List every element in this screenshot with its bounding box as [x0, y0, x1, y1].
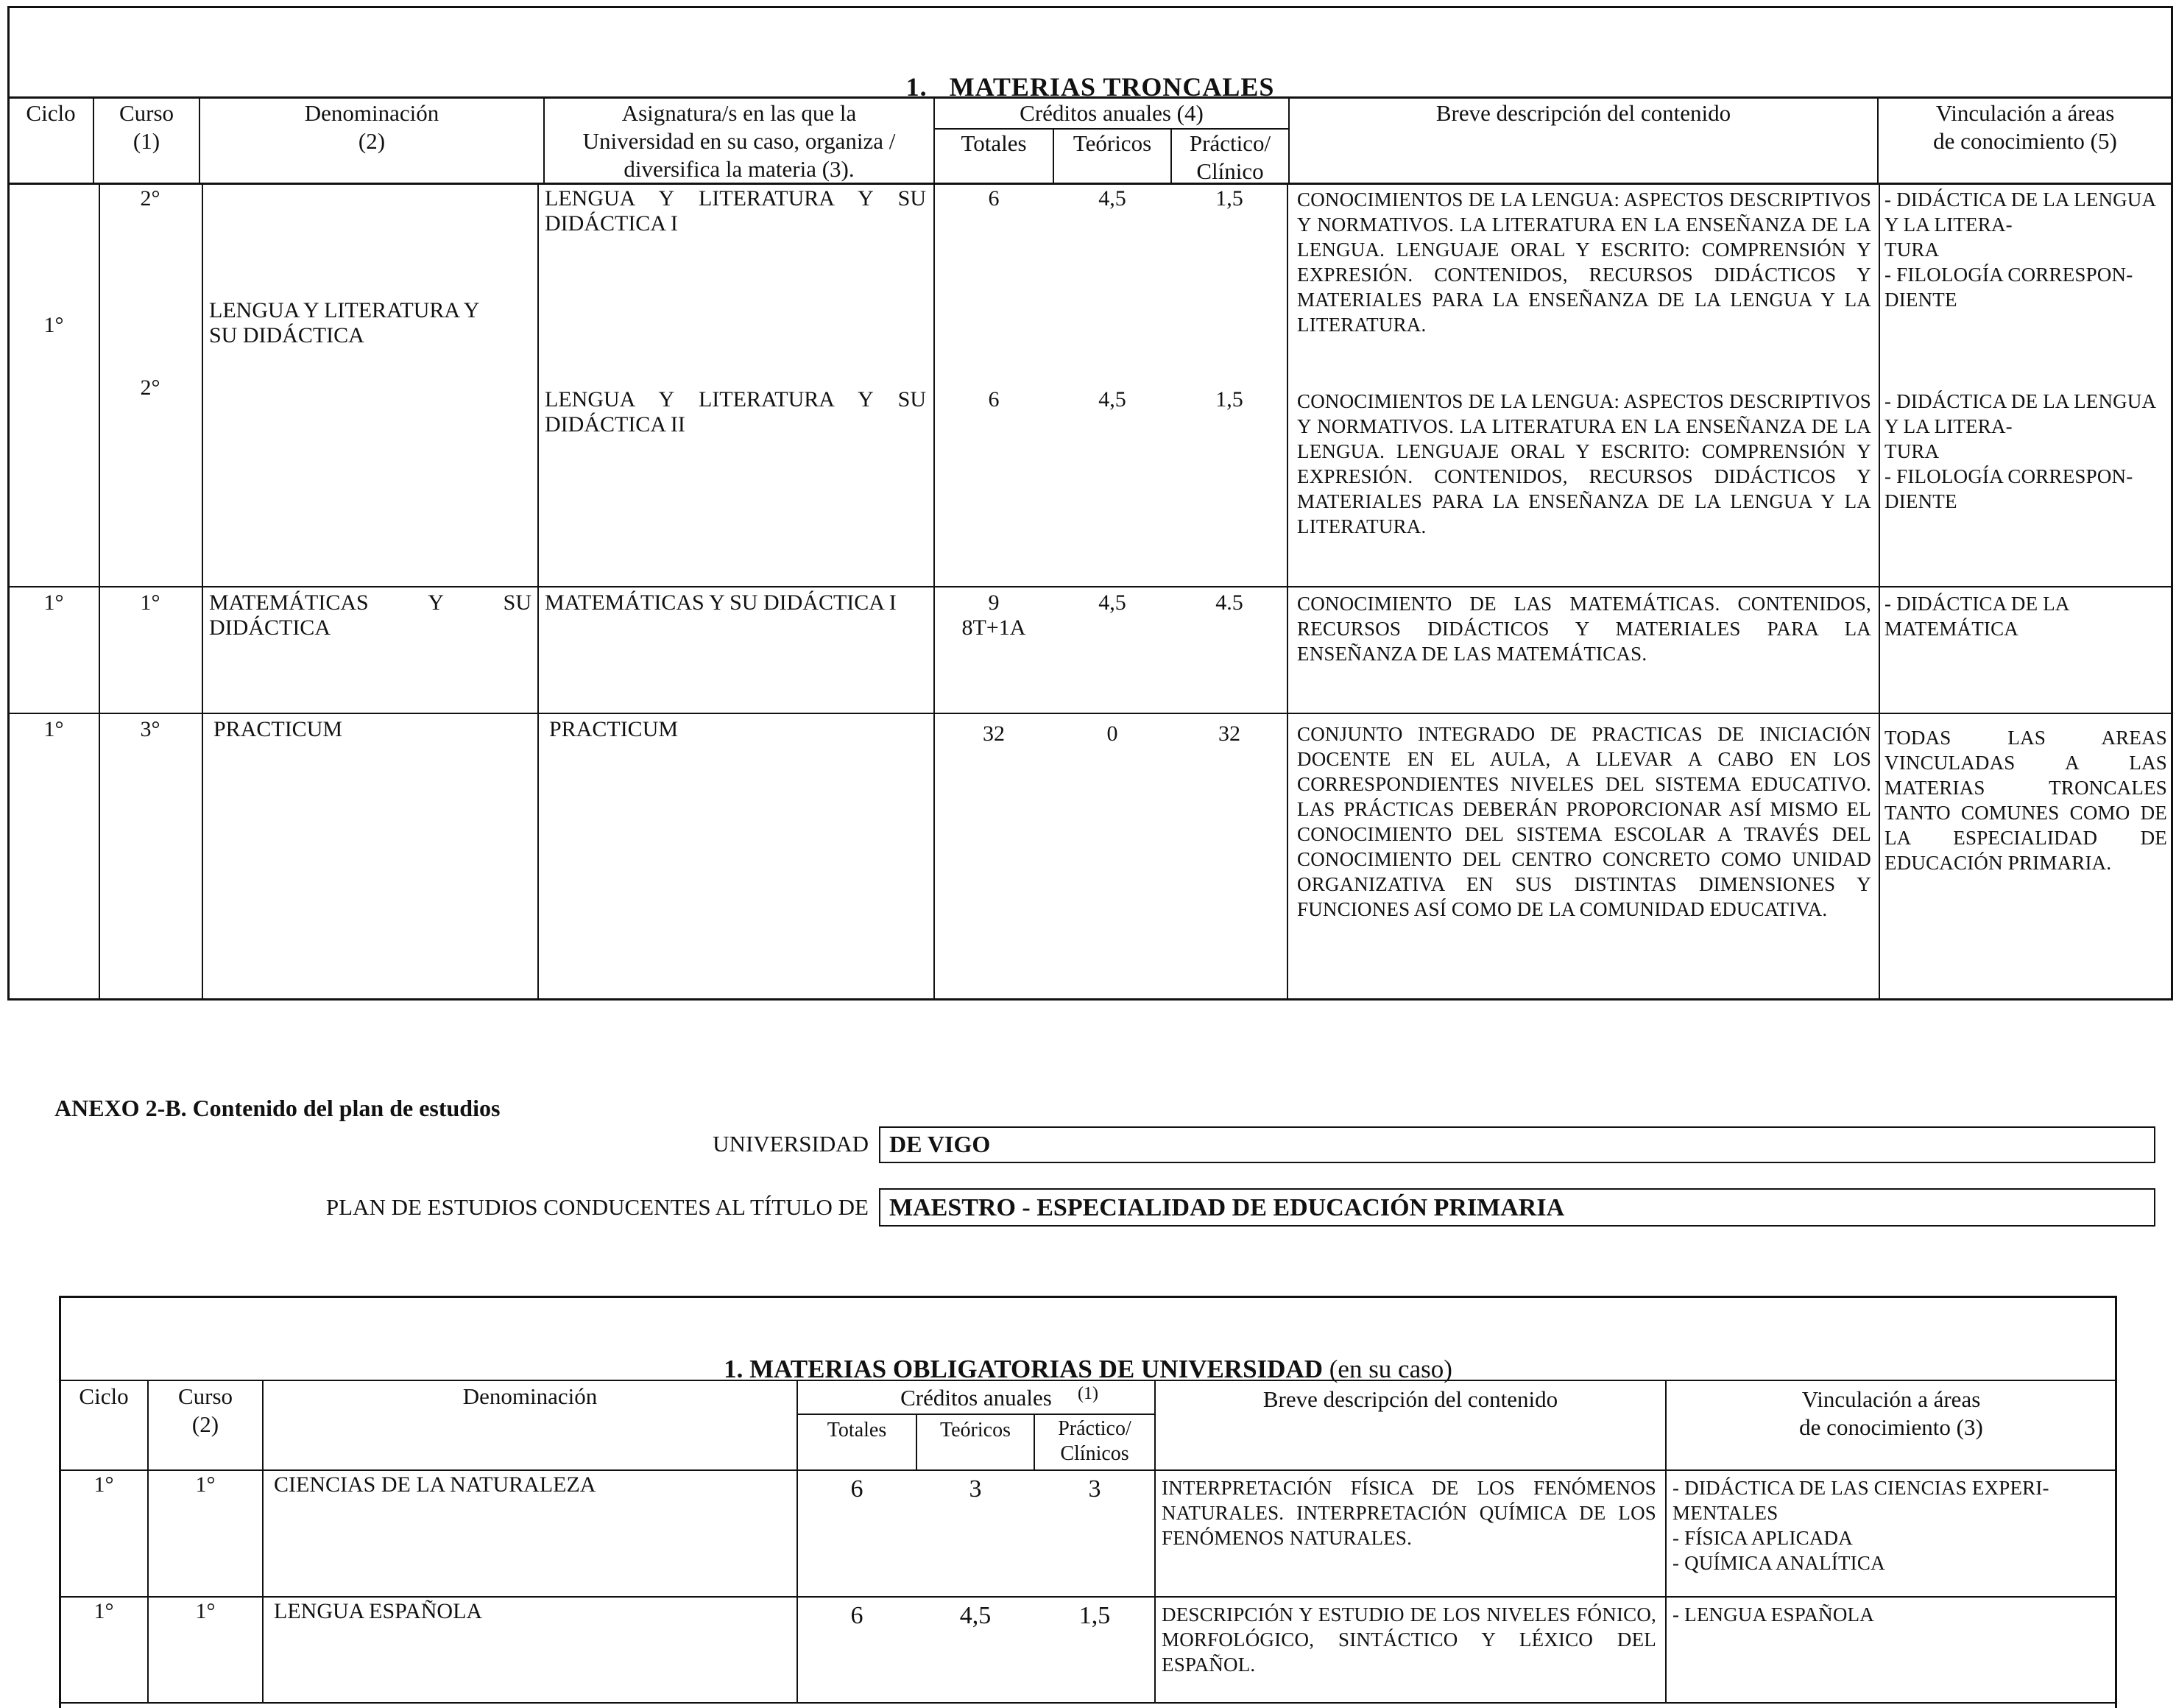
- row1-curso: 2°: [140, 186, 160, 211]
- row1-teoricos: 4,5: [1098, 186, 1126, 211]
- b-row1-totales: 6: [850, 1475, 863, 1503]
- row4-denominacion: PRACTICUM: [213, 717, 343, 741]
- row4-vinculacion: TODAS LAS AREAS VINCULADAS A LAS MATERIAS TRONCALES TANTO COMUNES COMO DE LA ESPECIALIDAD DE EDUCACIÓN PRIMARIA.: [1884, 727, 2167, 874]
- b-header-vinculacion: Vinculación a áreas de conocimiento (3): [1799, 1386, 1983, 1440]
- b-header-practico: Práctico/ Clínicos: [1058, 1417, 1131, 1465]
- b-header-ciclo: Ciclo: [79, 1383, 129, 1409]
- row1-breve: CONOCIMIENTOS DE LA LENGUA: ASPECTOS DESCRIPTIVOS Y NORMATIVOS. LA LITERATURA EN LA ENSEÑANZA DE LA LENGUA. LENGUAJE ORAL Y ESCRITO: COMPRENSIÓN Y EXPRESIÓN. CONTENIDOS, RECURSOS DIDÁCTICOS Y MATERIALES PARA LA ENSEÑANZA DE LA LENGUA Y LA LITERATURA.: [1297, 188, 1871, 336]
- header-curso: Curso (1): [119, 100, 174, 154]
- row1-vinculacion: - DIDÁCTICA DE LA LENGUA Y LA LITERA- TURA - FILOLOGÍA CORRESPON- DIENTE: [1884, 188, 2155, 311]
- universidad-label: UNIVERSIDAD: [713, 1131, 869, 1157]
- b-row1-teoricos: 3: [969, 1475, 982, 1503]
- b-row2-ciclo: 1°: [93, 1599, 114, 1623]
- b-header-teoricos: Teóricos: [939, 1419, 1011, 1441]
- header-creditos: Créditos anuales (4): [1020, 100, 1204, 126]
- row3-breve: CONOCIMIENTO DE LAS MATEMÁTICAS. CONTENIDOS, RECURSOS DIDÁCTICOS Y MATERIALES PARA LA ENSEÑANZA DE LAS MATEMÁTICAS.: [1297, 593, 1871, 665]
- row4-curso: 3°: [140, 717, 160, 741]
- row1-denominacion: LENGUA Y LITERATURA Y SU DIDÁCTICA: [209, 298, 480, 347]
- b-row2-practico: 1,5: [1078, 1602, 1111, 1629]
- b-row2-totales: 6: [850, 1602, 863, 1629]
- b-header-breve: Breve descripción del contenido: [1262, 1386, 1558, 1412]
- b-row1-practico: 3: [1088, 1475, 1101, 1503]
- row3-denominacion: MATEMÁTICAS Y SU DIDÁCTICA: [209, 590, 531, 640]
- header-ciclo: Ciclo: [26, 100, 76, 126]
- plan-label: PLAN DE ESTUDIOS CONDUCENTES AL TÍTULO DE: [325, 1194, 869, 1220]
- row2-totales: 6: [988, 387, 1000, 412]
- header-totales: Totales: [961, 130, 1027, 156]
- plan-value: MAESTRO - ESPECIALIDAD DE EDUCACIÓN PRIMARIA: [889, 1194, 1565, 1221]
- obligatorias-title-suffix: (en su caso): [1323, 1355, 1452, 1383]
- b-row2-curso: 1°: [195, 1599, 216, 1623]
- row2-asignatura: LENGUA Y LITERATURA Y SU DIDÁCTICA II: [545, 387, 926, 437]
- header-asignatura: Asignatura/s en las que la Universidad en su caso, organiza / diversifica la materia (3).: [582, 100, 896, 182]
- row1-ciclo: 1°: [43, 313, 64, 337]
- universidad-field: [879, 1126, 2155, 1163]
- header-practico: Práctico/ Clínico: [1189, 130, 1271, 184]
- row4-totales: 32: [983, 721, 1005, 746]
- row4-breve: CONJUNTO INTEGRADO DE PRACTICAS DE INICIACIÓN DOCENTE EN EL AULA, A LLEVAR A CABO EN LOS CORRESPONDIENTES NIVELES DEL SISTEMA EDUCATIVO. LAS PRÁCTICAS DEBERÁN PROPORCIONAR ASÍ MISMO EL CONOCIMIENTO DEL SISTEMA ESCOLAR A TRAVÉS DEL CONOCIMIENTO DEL CENTRO CONCRETO COMO UNIDAD ORGANIZATIVA EN SUS DISTINTAS DIMENSIONES Y FUNCIONES ASÍ COMO DE LA COMUNIDAD EDUCATIVA.: [1297, 723, 1871, 920]
- header-breve: Breve descripción del contenido: [1435, 100, 1731, 126]
- row4-practico: 32: [1218, 721, 1240, 746]
- b-row1-denominacion: CIENCIAS DE LA NATURALEZA: [274, 1472, 596, 1497]
- row3-totales: 9 8T+1A: [961, 590, 1026, 640]
- row3-vinculacion: - DIDÁCTICA DE LA MATEMÁTICA: [1884, 593, 2069, 640]
- row3-asignatura: MATEMÁTICAS Y SU DIDÁCTICA I: [545, 590, 897, 615]
- b-header-denominacion: Denominación: [462, 1383, 598, 1409]
- b-header-totales: Totales: [827, 1419, 887, 1441]
- header-denominacion: Denominación (2): [304, 100, 439, 154]
- header-teoricos: Teóricos: [1073, 130, 1152, 156]
- row3-practico: 4.5: [1215, 590, 1243, 615]
- troncales-title-text: MATERIAS TRONCALES: [949, 72, 1275, 102]
- row2-curso: 2°: [140, 375, 160, 400]
- row4-asignatura: PRACTICUM: [549, 717, 679, 741]
- row3-curso: 1°: [140, 590, 160, 615]
- b-row1-vinculacion: - DIDÁCTICA DE LAS CIENCIAS EXPERI- MENTALES - FÍSICA APLICADA - QUÍMICA ANALÍTICA: [1672, 1477, 2049, 1574]
- row4-teoricos: 0: [1106, 721, 1118, 746]
- row1-practico: 1,5: [1215, 186, 1243, 211]
- obligatorias-title-sup: (1): [1078, 1384, 1098, 1403]
- b-row2-vinculacion: - LENGUA ESPAÑOLA: [1672, 1603, 1874, 1626]
- row1-asignatura: LENGUA Y LITERATURA Y SU DIDÁCTICA I: [545, 186, 926, 236]
- b-row1-ciclo: 1°: [93, 1472, 114, 1497]
- row4-ciclo: 1°: [43, 717, 64, 741]
- b-row2-breve: DESCRIPCIÓN Y ESTUDIO DE LOS NIVELES FÓNICO, MORFOLÓGICO, SINTÁCTICO Y LÉXICO DEL ESPAÑOL.: [1162, 1603, 1656, 1676]
- troncales-title: [7, 40, 2173, 102]
- row3-ciclo: 1°: [43, 590, 64, 615]
- row2-teoricos: 4,5: [1098, 387, 1126, 412]
- row2-breve: CONOCIMIENTOS DE LA LENGUA: ASPECTOS DESCRIPTIVOS Y NORMATIVOS. LA LITERATURA EN LA ENSEÑANZA DE LA LENGUA. LENGUAJE ORAL Y ESCRITO: COMPRENSIÓN Y EXPRESIÓN. CONTENIDOS, RECURSOS DIDÁCTICOS Y MATERIALES PARA LA ENSEÑANZA DE LA LENGUA Y LA LITERATURA.: [1297, 390, 1871, 537]
- row2-practico: 1,5: [1215, 387, 1243, 412]
- universidad-value: DE VIGO: [889, 1131, 991, 1157]
- header-vinculacion: Vinculación a áreas de conocimiento (5): [1933, 100, 2117, 154]
- b-row1-breve: INTERPRETACIÓN FÍSICA DE LOS FENÓMENOS NATURALES. INTERPRETACIÓN QUÍMICA DE LOS FENÓMENOS NATURALES.: [1162, 1477, 1656, 1549]
- troncales-title-num: 1.: [905, 72, 928, 102]
- b-header-curso: Curso (2): [177, 1383, 233, 1437]
- b-row2-teoricos: 4,5: [959, 1602, 992, 1629]
- obligatorias-title-text: 1. MATERIAS OBLIGATORIAS DE UNIVERSIDAD: [724, 1355, 1323, 1383]
- b-header-creditos: Créditos anuales: [900, 1385, 1052, 1411]
- row3-teoricos: 4,5: [1098, 590, 1126, 615]
- annex-title: ANEXO 2-B. Contenido del plan de estudios: [54, 1095, 501, 1121]
- b-row1-curso: 1°: [195, 1472, 216, 1497]
- row1-totales: 6: [988, 186, 1000, 211]
- b-row2-denominacion: LENGUA ESPAÑOLA: [274, 1599, 483, 1623]
- row2-vinculacion: - DIDÁCTICA DE LA LENGUA Y LA LITERA- TURA - FILOLOGÍA CORRESPON- DIENTE: [1884, 390, 2155, 512]
